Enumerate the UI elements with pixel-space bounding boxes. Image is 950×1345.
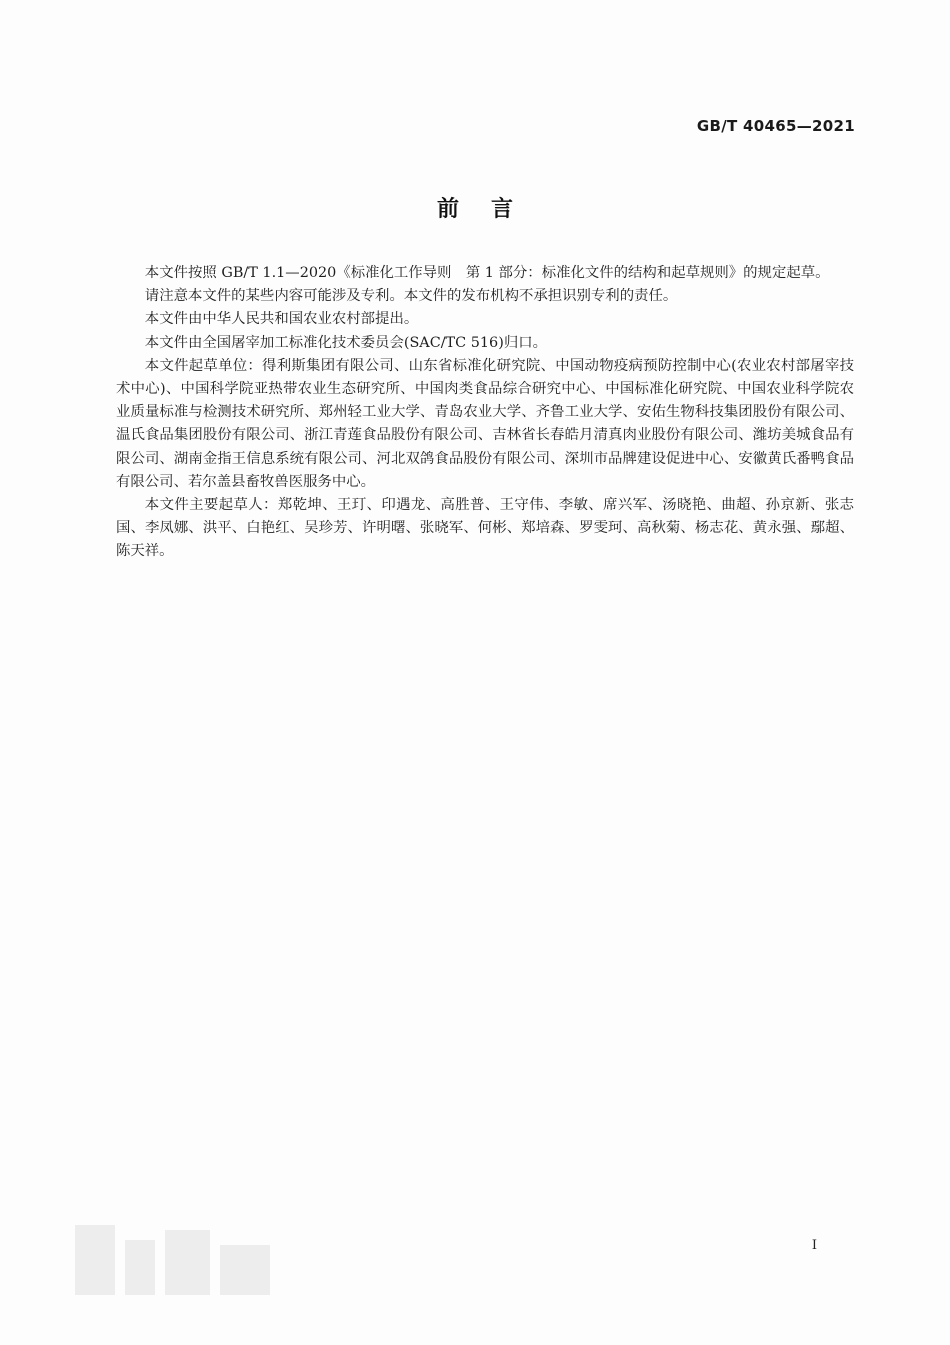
paragraph-patent-notice: 请注意本文件的某些内容可能涉及专利。本文件的发布机构不承担识别专利的责任。 (144, 288, 678, 305)
paragraph-committee: 本文件由全国屠宰加工标准化技术委员会(SAC/TC 516)归口。 (144, 334, 547, 351)
paragraph-proposer: 本文件由中华人民共和国农业农村部提出。 (144, 311, 419, 328)
standard-code: GB/T 40465—2021 (696, 117, 855, 135)
document-body (116, 262, 854, 564)
page-title: 前言 (436, 197, 545, 222)
paragraph-drafting-rules: 本文件按照 GB/T 1.1—2020《标准化工作导则 第 1 部分：标准化文件的结构和起草规则》的规定起草。 (144, 265, 830, 281)
page-number: I (811, 1238, 817, 1253)
paragraph-drafters: 本文件主要起草人：郑乾坤、王玎、印遇龙、高胜普、王守伟、李敏、席兴军、汤晓艳、曲超、孙京新、张志国、李凤娜、洪平、白艳红、吴珍芳、许明曙、张晓军、何彬、郑培森、罗雯珂、高秋菊、杨志花、黄永强、鄢超、陈天祥。 (116, 497, 854, 560)
paragraph-drafting-units: 本文件起草单位：得利斯集团有限公司、山东省标准化研究院、中国动物疫病预防控制中心(农业农村部屠宰技术中心)、中国科学院亚热带农业生态研究所、中国肉类食品综合研究中心、中国标准化研究院、中国农业科学院农业质量标准与检测技术研究所、郑州轻工业大学、青岛农业大学、齐鲁工业大学、安佑生物科技集团股份有限公司、温氏食品集团股份有限公司、浙江青莲食品股份有限公司、吉林省长春皓月清真肉业股份有限公司、潍坊美城食品有限公司、湖南金指王信息系统有限公司、河北双鸽食品股份有限公司、深圳市品牌建设促进中心、安徽黄氏番鸭食品有限公司、若尔盖县畜牧兽医服务中心。 (116, 357, 854, 490)
scan-watermark (70, 1215, 280, 1305)
